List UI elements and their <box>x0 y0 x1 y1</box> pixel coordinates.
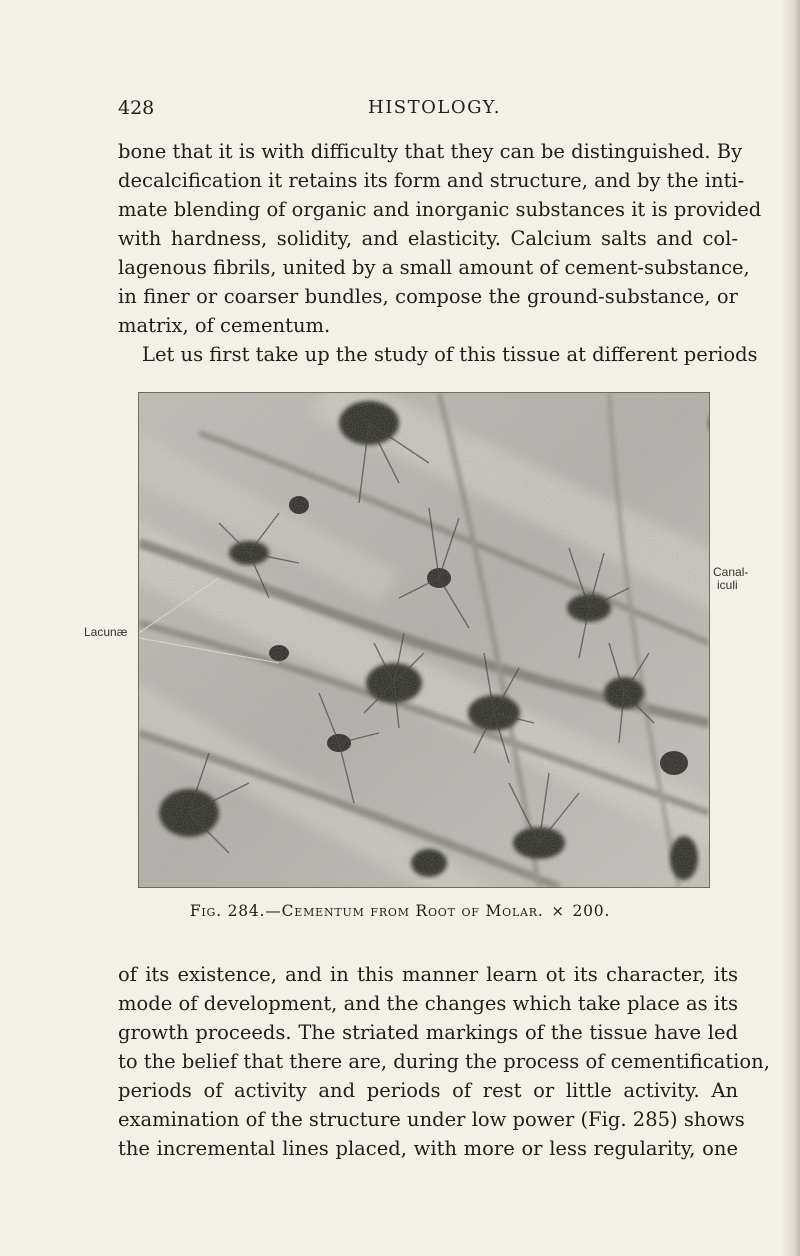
caption-times-symbol: × <box>551 902 565 920</box>
text-line: Let us first take up the study of this tissue at different periods <box>142 343 758 366</box>
text-line: growth proceeds. The striated markings of the tissue have led <box>118 1021 738 1044</box>
figure-caption <box>0 902 800 920</box>
text-line: in finer or coarser bundles, compose the ground-substance, or <box>118 285 738 308</box>
text-line: mode of development, and the changes which take place as its <box>118 992 738 1015</box>
paragraph-2 <box>118 960 770 1163</box>
caption-title: —Cementum from Root of Molar. <box>265 902 544 920</box>
text-line: periods of activity and periods of rest or little activity. An <box>118 1079 738 1102</box>
page-edge-shadow <box>782 0 800 1256</box>
text-line: mate blending of organic and inorganic substances it is provided <box>118 198 762 221</box>
text-line: the incremental lines placed, with more or less regularity, one <box>118 1137 738 1160</box>
label-canaliculi-line-1: Canal- <box>713 565 749 579</box>
paragraph-1 <box>118 137 762 369</box>
text-line: with hardness, solidity, and elasticity. Calcium salts and col- <box>118 227 738 250</box>
page-number: 428 <box>118 97 155 119</box>
page-header <box>0 97 800 127</box>
label-canaliculi-line-2: iculi <box>717 578 738 592</box>
label-canaliculi <box>713 566 748 592</box>
text-line: lagenous fibrils, united by a small amount of cement-substance, <box>118 256 750 279</box>
text-line: decalcification it retains its form and structure, and by the inti- <box>118 169 745 192</box>
caption-fig-number: Fig. 284. <box>189 902 266 920</box>
cementum-micrograph <box>139 393 709 887</box>
text-line: matrix, of cementum. <box>118 314 331 337</box>
caption-magnification: 200. <box>572 902 611 920</box>
text-line: bone that it is with difficulty that they can be distinguished. By <box>118 140 743 163</box>
running-head: HISTOLOGY. <box>368 97 501 118</box>
label-lacunae: Lacunæ <box>84 625 128 639</box>
micrograph-figure <box>138 392 710 888</box>
text-line: examination of the structure under low power (Fig. 285) shows <box>118 1108 745 1131</box>
text-line: of its existence, and in this manner learn ot its character, its <box>118 963 738 986</box>
text-line: to the belief that there are, during the process of cementification, <box>118 1050 770 1073</box>
